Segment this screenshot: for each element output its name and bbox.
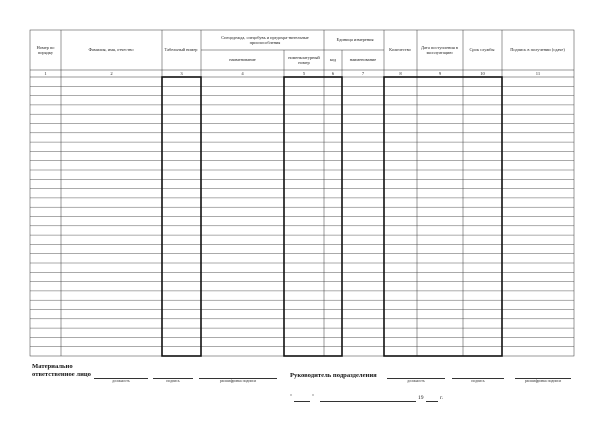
head-position-caption: должность	[407, 379, 425, 383]
header-date-receipt: Дата поступления в эксплуатацию	[421, 44, 458, 55]
header-nomenclature-number: номенклатурный номер	[288, 54, 320, 65]
column-number-3: 3	[180, 71, 183, 76]
date-month-line[interactable]	[320, 401, 416, 402]
responsible-label-line2: ответственное лицо	[32, 370, 91, 378]
header-equipment-group: Спецодежда, спецобувь и предохра-нительные приспособления	[221, 34, 309, 45]
column-number-8: 8	[399, 71, 402, 76]
column-number-6: 6	[331, 71, 335, 76]
column-number-4: 4	[241, 71, 244, 76]
date-quote-close: "	[312, 394, 315, 400]
responsible-label-line1: Материально	[32, 363, 73, 370]
column-number-5: 5	[302, 71, 306, 76]
date-day-line[interactable]	[294, 401, 310, 402]
header-full-name: Фамилия, имя, отчество	[88, 47, 134, 53]
date-quote-open: "	[290, 394, 293, 400]
head-decoding-caption: расшифровка подписи	[524, 379, 562, 383]
header-unit-name: наименование	[349, 57, 377, 63]
header-row-number: Номер по порядку	[36, 44, 55, 55]
header-signature: Подпись в получении (сдаче)	[510, 47, 565, 53]
responsible-position-caption: должность	[112, 379, 130, 383]
responsible-signature-caption: подпись	[166, 379, 180, 383]
header-equipment-name: наименование	[229, 57, 256, 63]
column-number-11: 11	[535, 71, 541, 76]
column-number-1: 1	[44, 71, 47, 76]
head-of-division-label: Руководитель подразделения	[290, 372, 377, 379]
head-signature-caption: подпись	[471, 379, 485, 383]
date-year-line[interactable]	[426, 401, 438, 402]
column-number-2: 2	[110, 71, 113, 76]
date-year-suffix: г.	[440, 395, 444, 401]
responsible-decoding-caption: расшифровка подписи	[219, 379, 257, 383]
header-service-life: Срок службы	[469, 47, 495, 53]
date-year-prefix: 19	[418, 395, 424, 401]
responsible-label	[32, 363, 91, 378]
column-number-9: 9	[438, 71, 442, 76]
column-number-10: 10	[480, 71, 485, 76]
header-unit-group: Единица измерения	[336, 37, 374, 43]
column-number-7: 7	[361, 71, 365, 76]
header-tab-number: Табельный номер	[164, 47, 198, 53]
table-frame	[30, 30, 574, 356]
header-quantity: Количество	[389, 47, 411, 53]
header-unit-code: код	[329, 57, 337, 63]
